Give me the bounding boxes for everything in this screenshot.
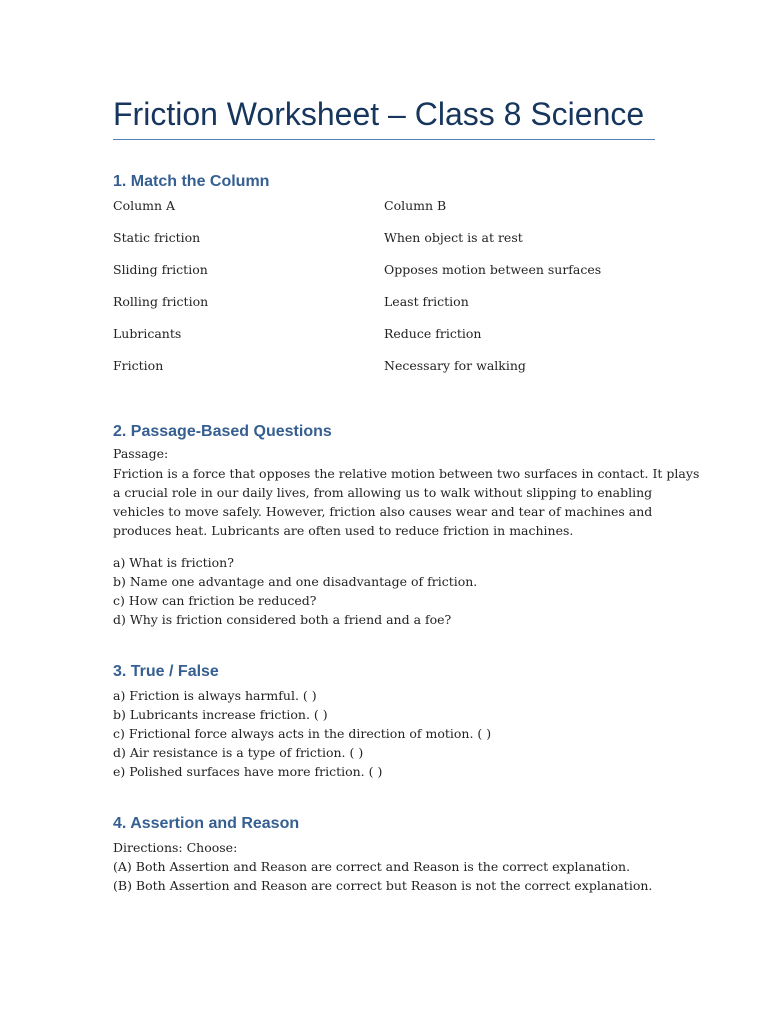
assertion-directions [113, 838, 655, 895]
match-row-a: Sliding friction [113, 262, 208, 277]
section-heading-assertion: 4. Assertion and Reason [113, 815, 300, 832]
assertion-option: (A) Both Assertion and Reason are correct and Reason is the correct explanation. [113, 859, 631, 874]
truefalse-item: c) Frictional force always acts in the direction of motion. ( ) [113, 726, 492, 741]
page-title: Friction Worksheet – Class 8 Science [113, 96, 645, 132]
truefalse-list [113, 686, 655, 781]
passage-line: vehicles to move safely. However, friction also causes wear and tear of machines and [113, 504, 653, 519]
section-heading-truefalse: 3. True / False [113, 663, 219, 680]
section-heading-match: 1. Match the Column [113, 173, 270, 190]
match-row-b: Opposes motion between surfaces [384, 262, 602, 277]
section-heading-passage: 2. Passage-Based Questions [113, 423, 332, 440]
match-row-b: When object is at rest [384, 230, 523, 245]
assertion-option: (B) Both Assertion and Reason are correct but Reason is not the correct explanation. [113, 878, 653, 893]
passage-label: Passage: [113, 446, 169, 461]
passage-line: produces heat. Lubricants are often used to reduce friction in machines. [113, 523, 574, 538]
truefalse-item: e) Polished surfaces have more friction. ( ) [113, 764, 383, 779]
directions-text: Directions: Choose: [113, 840, 238, 855]
truefalse-item: b) Lubricants increase friction. ( ) [113, 707, 328, 722]
question-item: d) Why is friction considered both a friend and a foe? [113, 612, 452, 627]
truefalse-item: d) Air resistance is a type of friction. ( ) [113, 745, 364, 760]
passage-questions [113, 553, 655, 629]
question-item: c) How can friction be reduced? [113, 593, 317, 608]
column-b-header: Column B [384, 198, 447, 213]
match-row-a: Lubricants [113, 326, 182, 341]
truefalse-item: a) Friction is always harmful. ( ) [113, 688, 317, 703]
match-row-b: Least friction [384, 294, 469, 309]
question-item: b) Name one advantage and one disadvantage of friction. [113, 574, 478, 589]
match-row-b: Reduce friction [384, 326, 482, 341]
passage-line: Friction is a force that opposes the relative motion between two surfaces in contact. It plays [113, 466, 700, 481]
question-item: a) What is friction? [113, 555, 234, 570]
passage-line: a crucial role in our daily lives, from allowing us to walk without slipping to enabling [113, 485, 653, 500]
match-row-a: Friction [113, 358, 164, 373]
column-a-header: Column A [113, 198, 176, 213]
match-row-a: Static friction [113, 230, 201, 245]
match-row-a: Rolling friction [113, 294, 209, 309]
passage-text [113, 464, 700, 540]
match-row-b: Necessary for walking [384, 358, 526, 373]
title-underline [113, 139, 655, 140]
